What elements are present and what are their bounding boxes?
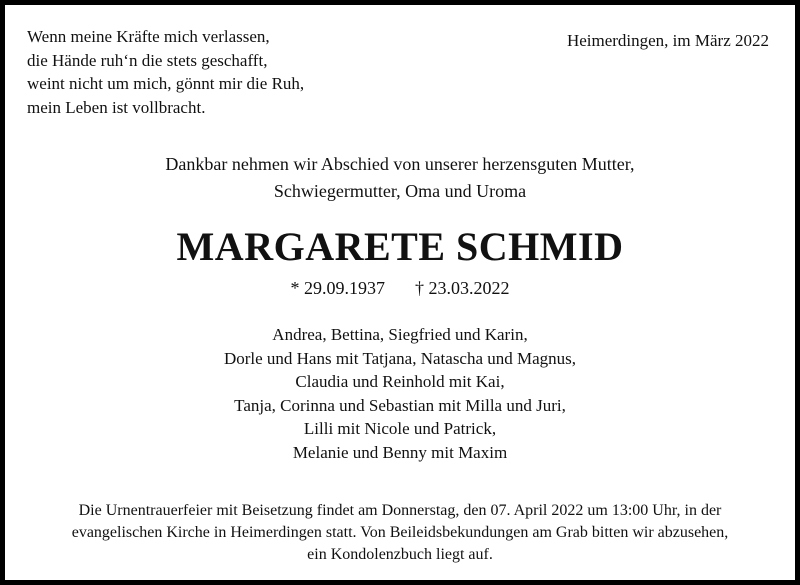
mourners-line: Tanja, Corinna und Sebastian mit Milla und Juri,	[234, 395, 566, 415]
birth-date: * 29.09.1937	[290, 278, 385, 298]
funeral-info	[5, 500, 795, 566]
mourners-line: Lilli mit Nicole und Patrick,	[303, 419, 497, 438]
mourners-line: Andrea, Bettina, Siegfried und Karin,	[272, 325, 528, 344]
place-and-date: Heimerdingen, im März 2022	[566, 31, 769, 50]
mourners-line: Melanie und Benny mit Maxim	[292, 442, 508, 462]
life-dates	[5, 276, 795, 300]
death-date: † 23.03.2022	[415, 278, 510, 298]
intro-line: Dankbar nehmen wir Abschied von unserer herzensguten Mutter,	[165, 154, 635, 174]
poem-line: Wenn meine Kräfte mich verlassen,	[27, 27, 270, 46]
mourners-line: Claudia und Reinhold mit Kai,	[295, 372, 505, 391]
poem-line: die Hände ruh‘n die stets geschafft,	[27, 50, 268, 70]
funeral-line: evangelischen Kirche in Heimerdingen statt. Von Beileidsbekundungen am Grab bitten wir abzusehen,	[71, 524, 729, 541]
funeral-line: ein Kondolenzbuch liegt auf.	[307, 546, 493, 563]
funeral-line: Die Urnentrauerfeier mit Beisetzung findet am Donnerstag, den 07. April 2022 um 13:00 Uhr, in der	[78, 502, 722, 519]
mourners-list	[5, 323, 795, 464]
poem-line: weint nicht um mich, gönnt mir die Ruh,	[27, 74, 305, 93]
poem-verse	[27, 25, 304, 119]
poem-line: mein Leben ist vollbracht.	[27, 97, 206, 117]
mourners-line: Dorle und Hans mit Tatjana, Natascha und Magnus,	[223, 348, 577, 368]
intro-line: Schwiegermutter, Oma und Uroma	[273, 181, 527, 201]
deceased-name: MARGARETE SCHMID	[176, 224, 624, 269]
intro-text	[5, 151, 795, 205]
